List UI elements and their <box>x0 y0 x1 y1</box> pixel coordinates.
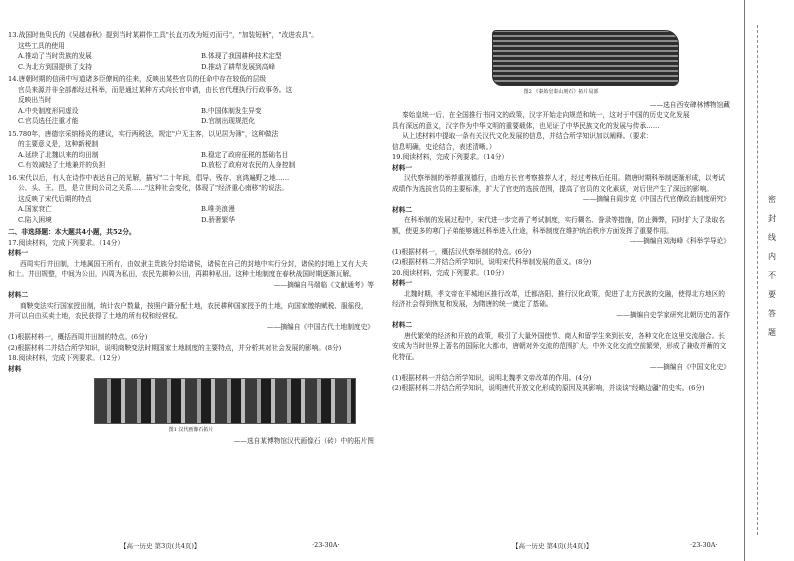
stone-relief-image <box>94 378 356 424</box>
q15-option-c: C.有效减轻了土地兼并的负担 <box>18 161 106 169</box>
q17-material-2-label: 材料二 <box>8 291 29 299</box>
q20-material-1-text: 北魏时期，孝文帝在平城地区推行改革，迁都洛阳，推行汉化政策，促进了北方民族的交融，使得北方地区的经济社会得到恢复和发展，为隋唐的统一奠定了基础。 <box>392 289 725 308</box>
q18-text-1: 秦始皇统一后，在全国推行书同文的政策，汉字开始走向规范和统一，这对于中国的历史文化发展 <box>402 111 690 119</box>
q15-option-d: D.放松了政府对农民的人身控制 <box>201 161 296 169</box>
seal-char: 要 <box>768 290 776 299</box>
q16-option-a: A.国家衰亡 <box>18 205 52 213</box>
q17-stem: 17.阅读材料，完成下列要求。（14分） <box>8 238 125 247</box>
q17-material-1-text: 西周实行井田制，土地属国王所有，由奴隶主贵族分封给诸侯，诸侯在自己的封地中实行分封，诸侯的封地上又有大夫和士。井田规整，中间为公田，四周为私田，农民先耕种公田，再耕种私田。这种土地制度在春秋战国时期逐渐瓦解。 <box>8 259 368 278</box>
q18-text-4: 信息明确，史论结合，表述清晰。） <box>392 142 496 151</box>
q18-stem: 18.阅读材料，完成下列要求。（12分） <box>8 354 125 362</box>
q13-option-c: C.为北方到国提供了支持 <box>18 62 92 71</box>
seal-char: 不 <box>768 271 776 280</box>
seal-char: 题 <box>768 328 776 337</box>
q16-option-d: D.骄奢繁华 <box>201 215 235 224</box>
q20-requirement-2: (2)根据材料二并结合所学知识，说明唐代开放文化形成的原因及其影响，并谈谈"经略边疆"的史实。(6分) <box>392 384 705 392</box>
q13-option-b: B.体现了我国耕种技术定型 <box>201 52 282 60</box>
q13-option-d: D.推动了耕犁发展到高峰 <box>201 62 276 71</box>
q14-stem: 14.唐朝时期的信函中写道诸多臣僚间的往来，反映出某些官员的任命中存在较低的层级 <box>8 75 267 83</box>
footer-left-code: ·23-30A· <box>312 541 340 549</box>
q20-requirement-1: (1)根据材料一并结合所学知识，说明北魏孝文帝改革的作用。(4分) <box>392 373 592 382</box>
q20-material-2-label: 材料二 <box>392 321 413 329</box>
q19-material-2-text: 在科举制的发展过程中，宋代进一步完善了考试制度，实行糊名、誊录等措施，防止舞弊，同时扩大了录取名额，使更多的寒门子弟能够通过科举进入仕途，科举制度在维护统治秩序方面发挥了重要作用。 <box>392 216 725 235</box>
q14-option-c: C.官员选任注重才能 <box>18 117 79 125</box>
q20-material-2-source: ——摘编自《中国文化史》 <box>649 363 730 371</box>
q19-requirement-1: (1)根据材料一，概括汉代察举制的特点。(6分) <box>392 247 532 256</box>
q15-stem: 15.780年，唐德宗采纳杨炎的建议，实行两税法，规定"户无主客，以见居为簿"，这种做法 <box>8 129 279 138</box>
q17-material-1-label: 材料一 <box>8 249 29 257</box>
footer-right-code: ·23-30A· <box>690 541 718 549</box>
q20-material-1-source: ——摘编自史学家研究北朝历史的著作 <box>616 310 730 319</box>
q18-material-label: 材料 <box>8 364 22 373</box>
q20-material-1-label: 材料一 <box>392 279 413 287</box>
q15-option-b: B.稳定了政府征税的基础名目 <box>201 150 289 159</box>
q14-stem-2: 官员来源并非全部都经过科举，而是通过某种方式向长官申请，由长官代理执行行政事务。这 <box>18 85 293 94</box>
q17-requirement-1: (1)根据材料一，概括西周井田制的特点。(6分) <box>8 333 148 341</box>
q13-option-a: A.推动了当时贵族的发展 <box>18 52 92 60</box>
q19-material-1-text: 汉代察举制的举荐重视德行，由地方长官考察推荐人才，经过考核后任用。隋唐时期科举制逐渐形成，以考试成绩作为选拔官员的主要标准，扩大了官吏的选拔范围，提高了官员的文化素质，对后世产生了深远的影响。 <box>392 174 725 193</box>
q16-stem: 16.宋代以后，有人在诗作中表达自己的见解，描写"二十年间，倡导、残存、哀鸿遍野之地…… <box>8 173 290 182</box>
q14-option-d: D.官制出现规范化 <box>201 117 256 125</box>
q16-option-c: C.陷入困境 <box>18 215 52 224</box>
seal-line-sidebar <box>744 0 794 561</box>
q16-stem-2: 公、头、王、邑，是立世间公司之关系……"这种社会变化，体现了"经济重心南移"的说法。 <box>18 184 289 192</box>
seal-dashed-line <box>757 25 758 535</box>
seal-char: 封 <box>768 214 776 223</box>
left-column <box>8 30 374 446</box>
right-column <box>392 30 730 394</box>
question-15 <box>8 129 374 171</box>
stone-relief-caption: 图1 汉代画像石拓片 <box>168 427 214 433</box>
q14-option-b: B.中国体制发生异变 <box>201 106 262 115</box>
question-14 <box>8 74 374 127</box>
q19-stem: 19.阅读材料，完成下列要求。（14分） <box>392 153 509 161</box>
q17-material-2-source: ——摘编自《中国古代土地制度史》 <box>267 322 374 331</box>
q16-stem-3: 这反映了宋代后期的特点 <box>18 194 92 203</box>
stele-rubbing-image <box>492 30 679 86</box>
q14-option-a: A.中央制度形同虚设 <box>18 106 79 115</box>
q18-text-3: 从上述材料中提取一条有关汉代文化发展的信息，并结合所学知识加以阐释。（要求： <box>402 132 653 140</box>
q20-material-2-text: 唐代繁荣的经济和开放的政策，吸引了大量外国使节、商人和留学生来到长安，各种文化在这里交流融合。长安成为当时世界上著名的国际化大都市，唐朝对外交流的范围扩大，中外文化交流空前繁荣，形成了兼收并蓄的文化特征。 <box>392 331 727 361</box>
question-13 <box>8 30 374 72</box>
footer-left-page: 【高一历史 第3页(共4页)】 <box>120 542 201 550</box>
q13-stem-2: 这些工具的使用 <box>18 41 65 50</box>
q17-requirement-2: (2)根据材料二并结合所学知识，说明商鞅变法时期国家土地制度的主要特点，并分析其对社会发展的影响。(8分) <box>8 343 342 352</box>
stele-rubbing-caption: 图2 《秦始皇泰山刻石》拓片局部 <box>523 89 599 95</box>
q16-option-b: B.唯美浪漫 <box>201 205 235 213</box>
footer-right-page: 【高一历史 第4页(共4页)】 <box>512 542 593 550</box>
question-16 <box>8 173 374 226</box>
q17-material-2-text: 商鞅变法实行国家授田制，统计农户数量，按照户籍分配土地，农民耕种国家授予的土地，向国家缴纳赋税、服徭役，并可以自由买卖土地，农民获得了土地的所有权和经营权。 <box>8 301 368 320</box>
seal-char: 密 <box>768 195 776 204</box>
q19-material-1-label: 材料一 <box>392 163 413 172</box>
q20-stem: 20.阅读材料，完成下列要求。（10分） <box>392 268 509 277</box>
seal-char: 线 <box>768 233 776 242</box>
q13-stem: 13.战国时鱼臾氏的《吴越春秋》提到当时某耕作工具"长直刃改为短刃而弓"，"加装短柄"，"改进农具"。 <box>8 31 318 39</box>
rubbing-source: ——选自西安碑林博物馆藏 <box>649 100 730 109</box>
seal-char: 内 <box>768 252 776 261</box>
q19-material-2-label: 材料二 <box>392 205 413 214</box>
q19-requirement-2: (2)根据材料二并结合所学知识，说明宋代科举制发展的意义。(8分) <box>392 258 592 266</box>
section-2-heading: 二、非选择题：本大题共4小题，共52分。 <box>8 228 136 236</box>
q19-material-1-source: ——摘编自阎步克《中国古代官僚政治制度研究》 <box>582 195 730 203</box>
q18-text-2: 具有深远的意义，汉字作为中华文明的重要载体，也见证了中华民族文化的发展与传承…… <box>392 121 660 130</box>
q14-stem-3: 反映出当时 <box>18 96 52 104</box>
q19-material-2-source: ——摘编自刘海峰《科举学导论》 <box>629 237 730 245</box>
q17-material-1-source: ——摘编自马端临《文献通考》等 <box>273 280 374 289</box>
q15-option-a: A.延续了北魏以来的均田制 <box>18 150 99 159</box>
seal-line-text <box>765 190 779 342</box>
q18-source: ——选自某博物馆汉代画像石（砖）中的拓片图 <box>233 436 374 445</box>
seal-char: 答 <box>768 309 776 318</box>
q15-stem-2: 的主要意义是，这种新税制 <box>18 140 99 148</box>
